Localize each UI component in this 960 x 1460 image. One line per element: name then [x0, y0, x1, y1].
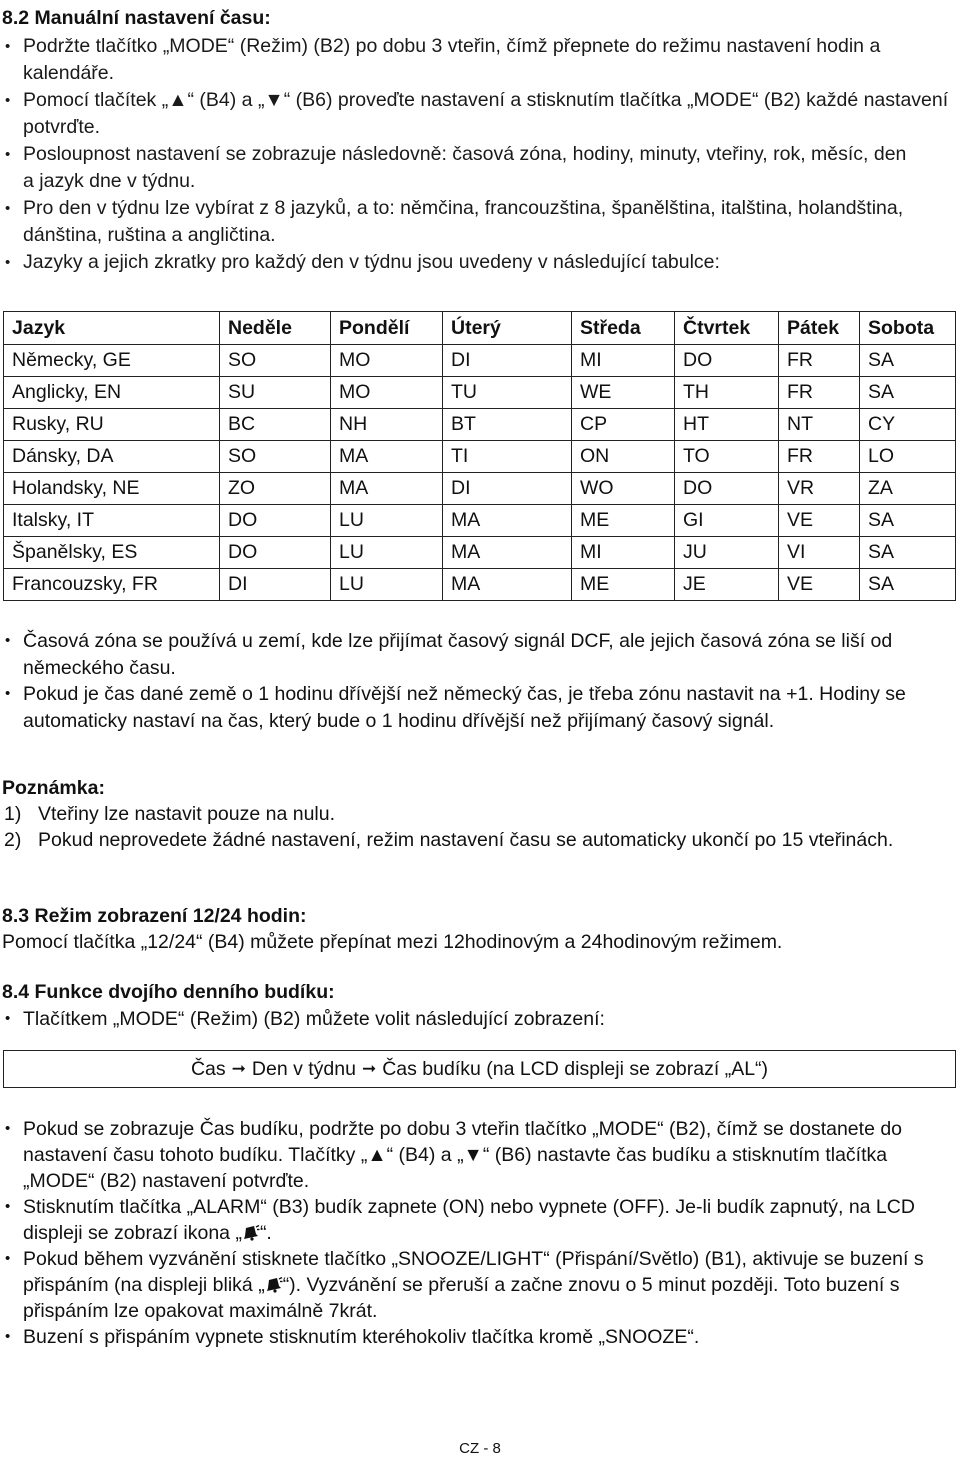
language-cell: Dánsky, DA — [4, 441, 220, 473]
day-abbreviation-cell: CY — [860, 409, 956, 441]
list-item-text-end: “). Vyzvánění se přeruší a začne znovu o 5 minut později. Toto buzení s přispáním lze opakovat maximálně 7krát. — [23, 1274, 900, 1322]
day-abbreviation-cell: SA — [860, 345, 956, 377]
day-abbreviation-cell: SA — [860, 377, 956, 409]
day-abbreviation-cell: SO — [220, 441, 331, 473]
note-number: 1) — [4, 803, 22, 825]
day-abbreviation-cell: WO — [572, 473, 675, 505]
day-abbreviation-cell: JU — [675, 537, 779, 569]
list-item: • Buzení s přispáním vypnete stisknutím kteréhokoliv tlačítka kromě „SNOOZE“. — [2, 1324, 932, 1350]
day-abbreviation-cell: MA — [443, 569, 572, 601]
list-item: • Pro den v týdnu lze vybírat z 8 jazyků, a to: němčina, francouzština, španělština, italština, holandština, dánština, ruština a angličtina. — [2, 195, 952, 249]
day-abbreviation-cell: MI — [572, 537, 675, 569]
column-header: Neděle — [220, 312, 331, 345]
day-abbreviation-cell: MO — [331, 377, 443, 409]
day-abbreviation-cell: FR — [779, 345, 860, 377]
day-abbreviation-cell: NT — [779, 409, 860, 441]
table-row — [4, 569, 956, 601]
list-item-text: Pokud během vyzvánění stisknete tlačítko „SNOOZE/LIGHT“ (Přispání/Světlo) (B1), aktivuje se buzení s přispáním (na displeji bliká „ — [23, 1248, 924, 1296]
day-abbreviation-cell: TO — [675, 441, 779, 473]
day-abbreviation-cell: TU — [443, 377, 572, 409]
language-cell: Rusky, RU — [4, 409, 220, 441]
list-item: • Pokud se zobrazuje Čas budíku, podržte po dobu 3 vteřin tlačítko „MODE“ (B2), čímž se dostanete do nastavení času tohoto budíku. Tlačítky „▲“ (B4) a „▼“ (B6) nastavte čas budíku a stisknutím tlačítka „MODE“ (B2) nastavení potvrďte. — [2, 1116, 932, 1194]
day-abbreviation-cell: MA — [443, 505, 572, 537]
list-item: • Jazyky a jejich zkratky pro každý den v týdnu jsou uvedeny v následující tabulce: — [2, 249, 952, 276]
column-header: Pondělí — [331, 312, 443, 345]
section-heading: 8.2 Manuální nastavení času: — [2, 7, 271, 29]
day-abbreviation-cell: DI — [220, 569, 331, 601]
note-list — [2, 801, 902, 853]
arrow-right-icon: ➞ — [361, 1059, 377, 1078]
day-abbreviation-cell: ZO — [220, 473, 331, 505]
list-item: • Podržte tlačítko „MODE“ (Režim) (B2) po dobu 3 vteřin, čímž přepnete do režimu nastavení hodin a kalendáře. — [2, 33, 952, 87]
section-8-3-text: Pomocí tlačítka „12/24“ (B4) můžete přepínat mezi 12hodinovým a 24hodinovým režimem. — [2, 931, 783, 953]
day-abbreviation-cell: CP — [572, 409, 675, 441]
day-abbreviation-cell: BC — [220, 409, 331, 441]
timezone-bullets — [2, 628, 942, 734]
table-row — [4, 377, 956, 409]
list-item — [2, 141, 952, 195]
day-abbreviation-cell: WE — [572, 377, 675, 409]
section-8-2 — [2, 6, 952, 276]
note-number: 2) — [4, 829, 22, 851]
day-abbreviation-cell: MI — [572, 345, 675, 377]
list-item: • Pomocí tlačítek „▲“ (B4) a „▼“ (B6) proveďte nastavení a stisknutím tlačítka „MODE“ (B2) každé nastavení potvrďte. — [2, 87, 952, 141]
day-abbreviation-cell: SA — [860, 537, 956, 569]
column-header: Sobota — [860, 312, 956, 345]
day-abbreviation-cell: DI — [443, 345, 572, 377]
table-row — [4, 409, 956, 441]
day-abbreviation-cell: SA — [860, 505, 956, 537]
day-abbreviation-cell: ZA — [860, 473, 956, 505]
table-row — [4, 537, 956, 569]
day-abbreviation-cell: MA — [331, 441, 443, 473]
column-header: Jazyk — [4, 312, 220, 345]
day-abbreviation-cell: DO — [220, 537, 331, 569]
day-abbreviation-cell: VE — [779, 505, 860, 537]
day-abbreviation-cell: MA — [443, 537, 572, 569]
language-cell: Anglicky, EN — [4, 377, 220, 409]
table-row — [4, 473, 956, 505]
list-item: • Pokud je čas dané země o 1 hodinu dřívější než německý čas, je třeba zónu nastavit na +1. Hodiny se automaticky nastaví na čas, který bude o 1 hodinu dřívější než přijímaný časový signál. — [2, 681, 942, 734]
alarm-bell-icon — [265, 1277, 283, 1293]
day-abbreviation-cell: VR — [779, 473, 860, 505]
alarm-bell-icon — [242, 1225, 260, 1241]
day-abbreviation-cell: DI — [443, 473, 572, 505]
day-abbreviation-cell: JE — [675, 569, 779, 601]
day-abbreviation-cell: LU — [331, 537, 443, 569]
day-abbreviation-cell: MO — [331, 345, 443, 377]
mode-flow-box — [3, 1050, 956, 1088]
section-heading-8-4: 8.4 Funkce dvojího denního budíku: — [2, 981, 335, 1003]
table-row — [4, 441, 956, 473]
day-abbreviation-cell: BT — [443, 409, 572, 441]
day-abbreviation-cell: DO — [220, 505, 331, 537]
day-abbreviation-cell: TI — [443, 441, 572, 473]
day-abbreviation-cell: NH — [331, 409, 443, 441]
list-item: • Tlačítkem „MODE“ (Režim) (B2) můžete volit následující zobrazení: — [2, 1006, 952, 1033]
list-item — [2, 1246, 932, 1324]
list-item: • Časová zóna se používá u zemí, kde lze přijímat časový signál DCF, ale jejich časová zóna se liší od německého času. — [2, 628, 942, 681]
day-abbreviation-cell: FR — [779, 441, 860, 473]
page-number: CZ - 8 — [459, 1440, 501, 1457]
day-abbreviation-cell: SA — [860, 569, 956, 601]
language-cell: Německy, GE — [4, 345, 220, 377]
day-abbreviation-cell: LO — [860, 441, 956, 473]
day-abbreviation-cell: ME — [572, 569, 675, 601]
day-abbreviation-cell: TH — [675, 377, 779, 409]
flow-step: Čas budíku (na LCD displeji se zobrazí „AL“) — [382, 1057, 769, 1080]
day-abbreviation-cell: LU — [331, 569, 443, 601]
day-abbreviation-cell: HT — [675, 409, 779, 441]
day-abbreviation-cell: SO — [220, 345, 331, 377]
language-table — [3, 311, 956, 601]
list-item-text: Posloupnost nastavení se zobrazuje následovně: časová zóna, hodiny, minuty, vteřiny, rok, měsíc, den — [23, 143, 907, 165]
day-abbreviation-cell: FR — [779, 377, 860, 409]
language-cell: Španělsky, ES — [4, 537, 220, 569]
list-item-text-continued: a jazyk dne v týdnu. — [23, 170, 196, 192]
flow-step: Den v týdnu — [251, 1057, 356, 1080]
language-cell: Holandsky, NE — [4, 473, 220, 505]
day-abbreviation-cell: SU — [220, 377, 331, 409]
day-abbreviation-cell: MA — [331, 473, 443, 505]
day-abbreviation-cell: VE — [779, 569, 860, 601]
arrow-right-icon: ➞ — [231, 1059, 246, 1078]
table-row — [4, 345, 956, 377]
alarm-bullets — [2, 1116, 932, 1350]
column-header: Pátek — [779, 312, 860, 345]
column-header: Úterý — [443, 312, 572, 345]
section-heading-8-3: 8.3 Režim zobrazení 12/24 hodin: — [2, 905, 307, 927]
note-text: Vteřiny lze nastavit pouze na nulu. — [38, 803, 336, 825]
day-abbreviation-cell: DO — [675, 345, 779, 377]
day-abbreviation-cell: VI — [779, 537, 860, 569]
note-item — [2, 827, 902, 853]
day-abbreviation-cell: DO — [675, 473, 779, 505]
language-cell: Francouzsky, FR — [4, 569, 220, 601]
note-label: Poznámka: — [2, 777, 105, 799]
day-abbreviation-cell: GI — [675, 505, 779, 537]
list-item-text: Stisknutím tlačítka „ALARM“ (B3) budík zapnete (ON) nebo vypnete (OFF). Je-li budík zapnutý, na LCD displeji se zobrazí ikona „ — [23, 1196, 915, 1244]
note-item — [2, 801, 902, 827]
day-abbreviation-cell: LU — [331, 505, 443, 537]
bullet-list — [2, 33, 952, 276]
table-row — [4, 505, 956, 537]
table-header-row — [4, 312, 956, 345]
flow-step: Čas — [190, 1057, 226, 1080]
day-abbreviation-cell: ME — [572, 505, 675, 537]
day-abbreviation-cell: ON — [572, 441, 675, 473]
list-item — [2, 1194, 932, 1246]
column-header: Středa — [572, 312, 675, 345]
list-item-text-end: “. — [259, 1222, 272, 1244]
note-text: Pokud neprovedete žádné nastavení, režim nastavení času se automaticky ukončí po 15 vteřinách. — [38, 829, 894, 851]
section-8-4-intro-list — [2, 1006, 952, 1033]
table-body — [4, 345, 956, 601]
column-header: Čtvrtek — [675, 312, 779, 345]
language-cell: Italsky, IT — [4, 505, 220, 537]
